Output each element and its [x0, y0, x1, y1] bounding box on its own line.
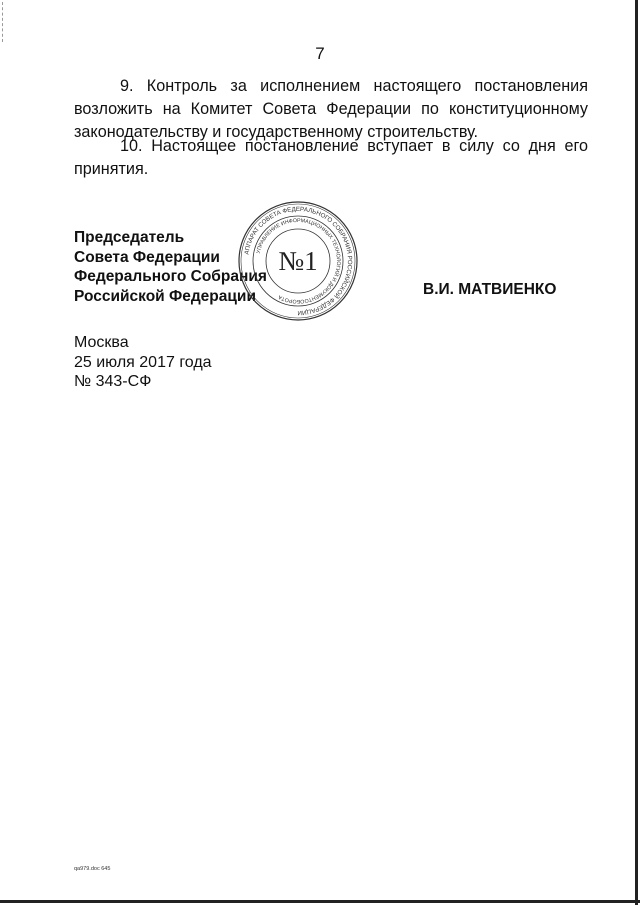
scan-border-bottom	[0, 900, 640, 903]
place: Москва	[74, 334, 129, 351]
scan-border-right	[635, 0, 638, 905]
seal-number: №1	[278, 246, 318, 276]
official-seal-stamp	[236, 199, 360, 323]
footer-file-code: qa979.doc 645	[74, 866, 111, 872]
signatory-title-line2: Совета Федерации	[74, 248, 220, 266]
signer-name: В.И. МАТВИЕНКО	[423, 281, 557, 298]
date: 25 июля 2017 года	[74, 353, 212, 371]
paragraph-10-text: 10. Настоящее постановление вступает в силу со дня его принятия.	[74, 137, 588, 178]
paragraph-9	[74, 75, 588, 144]
signatory-title-line3: Федерального Собрания	[74, 268, 267, 285]
signatory-title-line4: Российской Федерации	[74, 287, 256, 305]
signatory-title-line1: Председатель	[74, 229, 185, 246]
page-number: 7	[315, 44, 325, 63]
seal-outer-text: АППАРАТ СОВЕТА ФЕДЕРАЛЬНОГО СОБРАНИЯ РОССИЙСКОЙ ФЕДЕРАЦИИ	[243, 205, 354, 317]
document-number: № 343-СФ	[74, 373, 152, 390]
place-date-number	[74, 333, 212, 392]
seal-inner-text: УПРАВЛЕНИЕ ИНФОРМАЦИОННЫХ ТЕХНОЛОГИЙ И ДОКУМЕНТООБОРОТА	[255, 217, 342, 305]
scan-edge-mark	[2, 2, 5, 42]
paragraph-9-text: 9. Контроль за исполнением настоящего постановления возложить на Комитет Совета Федерации по конституционному законодательству и государственному строительству.	[74, 77, 588, 141]
paragraph-10	[74, 135, 588, 181]
